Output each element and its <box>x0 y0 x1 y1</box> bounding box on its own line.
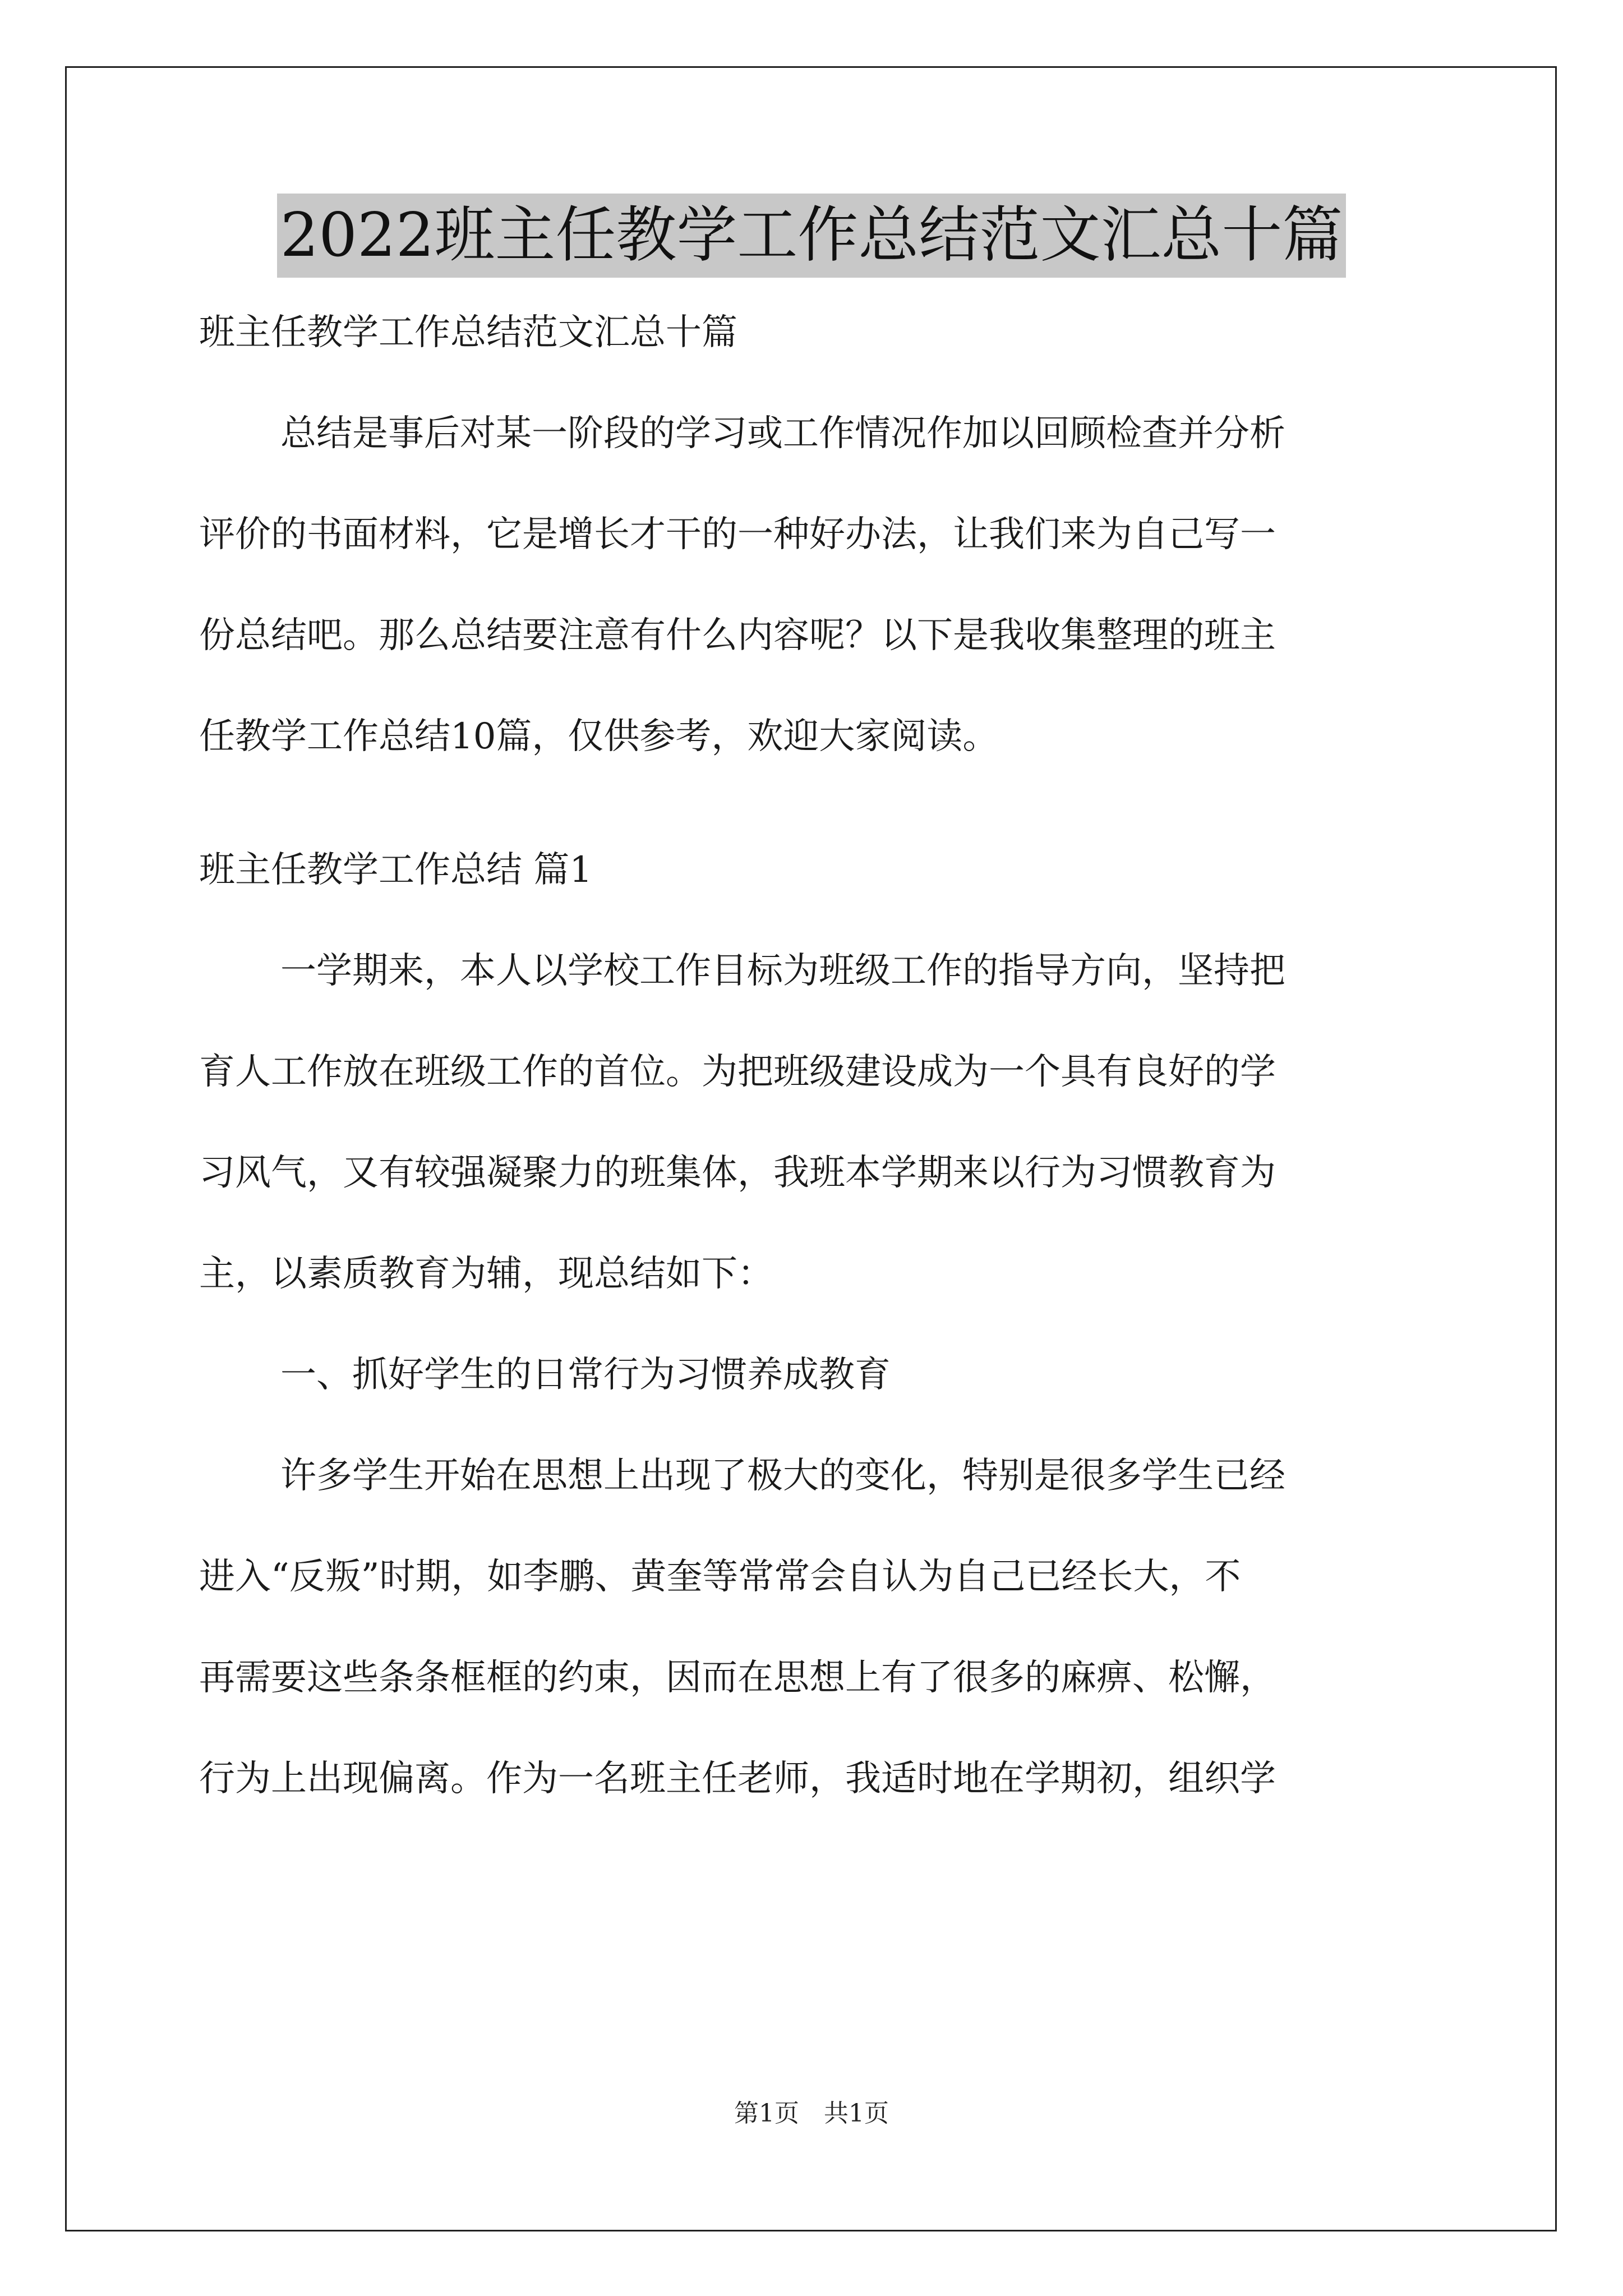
body-line: 总结是事后对某一阶段的学习或工作情况作加以回顾检查并分析 <box>280 413 1285 454</box>
subsection-heading: 一、抓好学生的日常行为习惯养成教育 <box>280 1354 891 1396</box>
section-heading: 班主任教学工作总结 篇1 <box>199 849 593 891</box>
body-line: 任教学工作总结10篇，仅供参考，欢迎大家阅读。 <box>199 716 999 757</box>
body-line: 主，以素质教育为辅，现总结如下： <box>199 1253 773 1295</box>
title-container <box>0 194 1623 278</box>
body-line: 进入“反叛”时期，如李鹏、黄奎等常常会自认为自己已经长大，不 <box>199 1556 1241 1598</box>
body-line: 份总结吧。那么总结要注意有什么内容呢？以下是我收集整理的班主 <box>199 615 1276 656</box>
body-line: 再需要这些条条框框的约束，因而在思想上有了很多的麻痹、松懈， <box>199 1657 1276 1699</box>
document-body <box>199 307 1433 1855</box>
body-line: 育人工作放在班级工作的首位。为把班级建设成为一个具有良好的学 <box>199 1051 1276 1093</box>
document-title: 2022班主任教学工作总结范文汇总十篇 <box>277 194 1347 278</box>
body-line: 评价的书面材料，它是增长才干的一种好办法，让我们来为自己写一 <box>199 514 1276 555</box>
subtitle-line: 班主任教学工作总结范文汇总十篇 <box>199 312 737 353</box>
body-line: 一学期来，本人以学校工作目标为班级工作的指导方向，坚持把 <box>280 950 1285 992</box>
page-footer: 第1页 共1页 <box>734 2099 889 2128</box>
body-line: 行为上出现偏离。作为一名班主任老师，我适时地在学期初，组织学 <box>199 1758 1276 1800</box>
body-line: 习风气，又有较强凝聚力的班集体，我班本学期来以行为习惯教育为 <box>199 1152 1276 1194</box>
body-line: 许多学生开始在思想上出现了极大的变化，特别是很多学生已经 <box>280 1455 1285 1497</box>
